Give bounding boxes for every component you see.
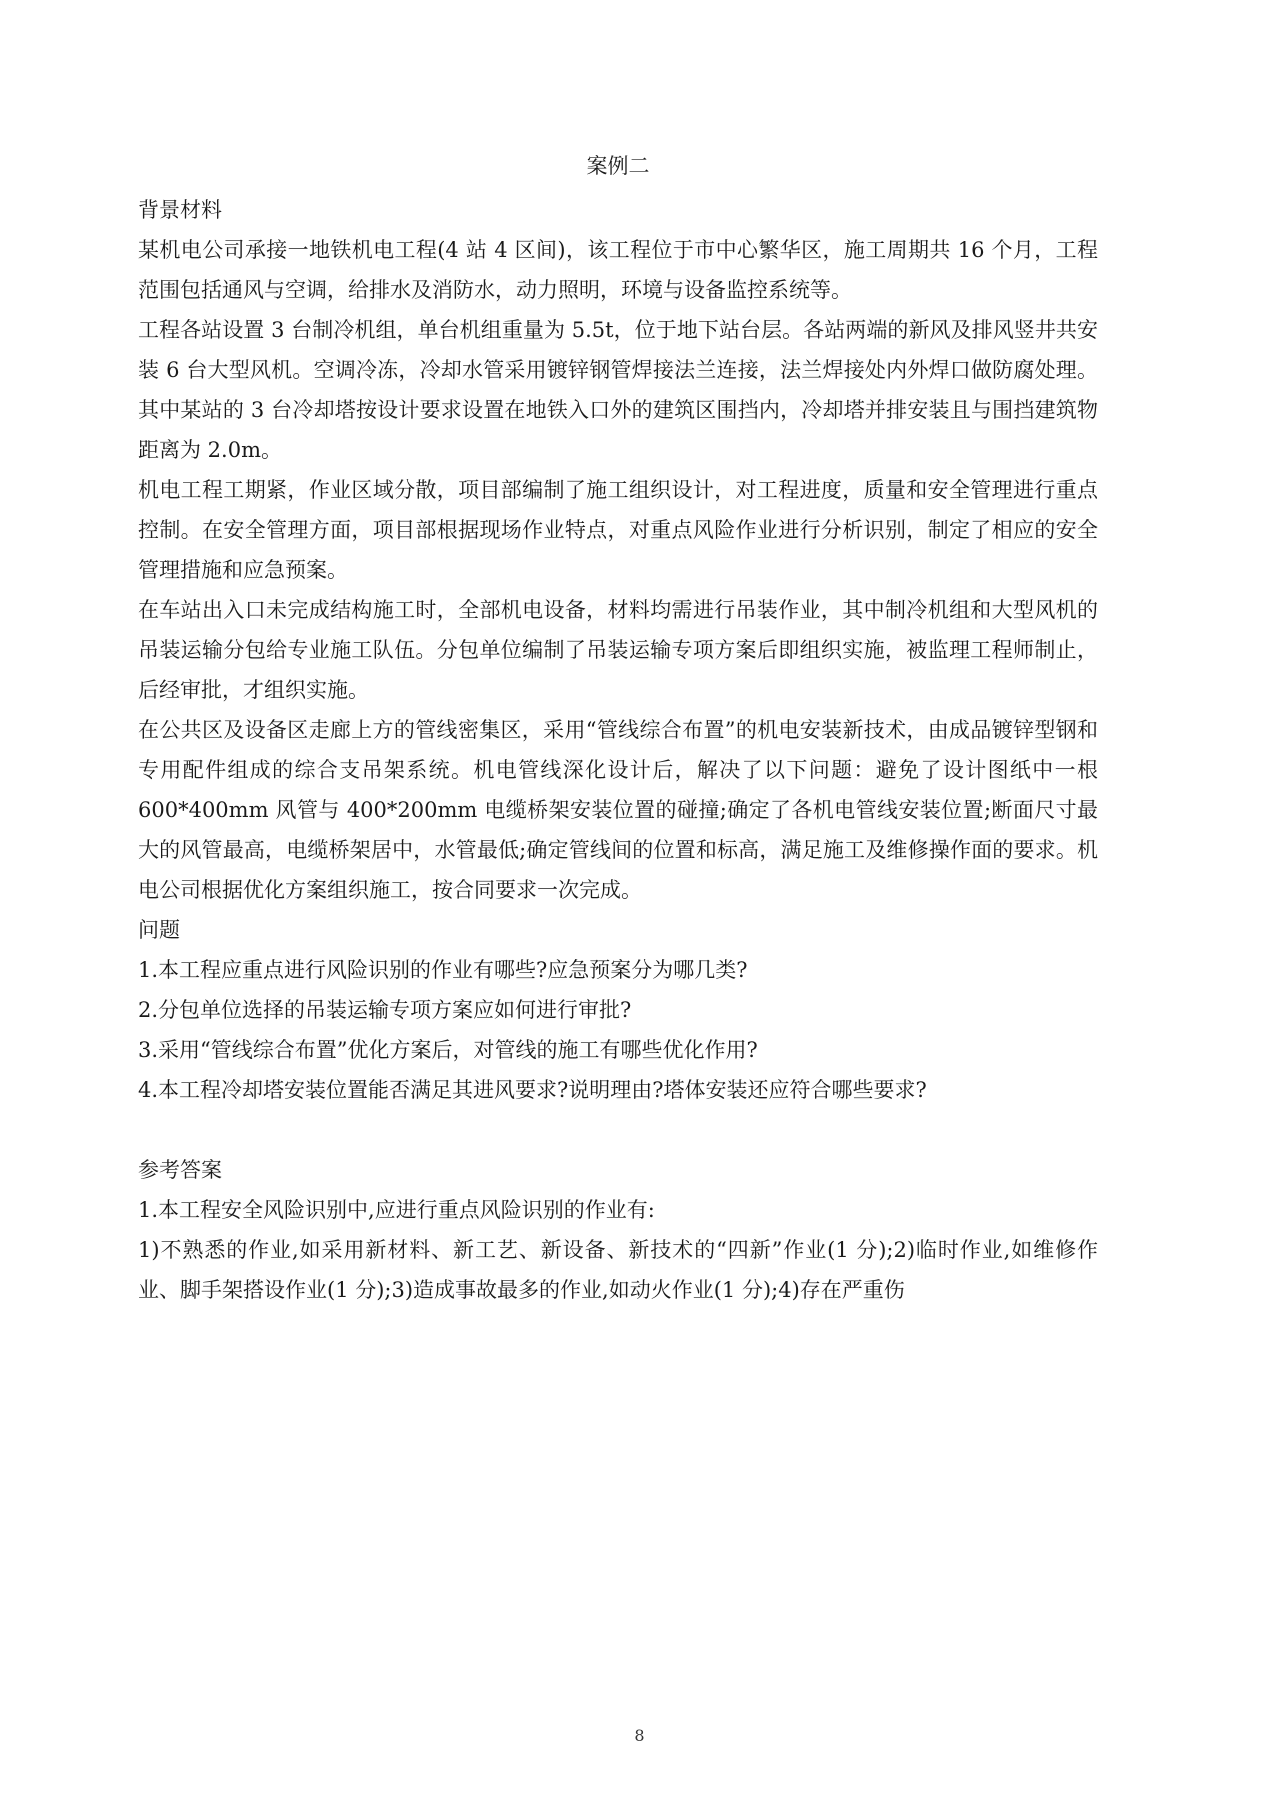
question-item: 1.本工程应重点进行风险识别的作业有哪些?应急预案分为哪几类? [138, 958, 748, 982]
background-paragraph: 机电工程工期紧，作业区域分散，项目部编制了施工组织设计，对工程进度，质量和安全管理进行重点控制。在安全管理方面，项目部根据现场作业特点，对重点风险作业进行分析识别，制定了相应的安全管理措施和应急预案。 [138, 478, 1098, 582]
background-heading: 背景材料 [138, 198, 222, 222]
answer-item: 1.本工程安全风险识别中,应进行重点风险识别的作业有: [138, 1198, 655, 1222]
document-body [138, 146, 1098, 1310]
background-paragraph: 某机电公司承接一地铁机电工程(4 站 4 区间)，该工程位于市中心繁华区，施工周期共 16 个月，工程范围包括通风与空调，给排水及消防水，动力照明，环境与设备监控系统等。 [138, 238, 1098, 302]
question-item: 4.本工程冷却塔安装位置能否满足其进风要求?说明理由?塔体安装还应符合哪些要求? [138, 1078, 927, 1102]
section-gap [138, 1110, 1098, 1150]
answers-heading: 参考答案 [138, 1158, 222, 1182]
case-title: 案例二 [586, 154, 650, 178]
background-paragraph: 工程各站设置 3 台制冷机组，单台机组重量为 5.5t，位于地下站台层。各站两端的新风及排风竖井共安装 6 台大型风机。空调冷冻，冷却水管采用镀锌钢管焊接法兰连接，法兰焊接处内外焊口做防腐处理。其中某站的 3 台冷却塔按设计要求设置在地铁入口外的建筑区围挡内，冷却塔并排安装且与围挡建筑物距离为 2.0m。 [138, 318, 1098, 462]
background-paragraph: 在车站出入口未完成结构施工时，全部机电设备，材料均需进行吊装作业，其中制冷机组和大型风机的吊装运输分包给专业施工队伍。分包单位编制了吊装运输专项方案后即组织实施，被监理工程师制止，后经审批，才组织实施。 [138, 598, 1098, 702]
question-item: 3.采用“管线综合布置”优化方案后，对管线的施工有哪些优化作用? [138, 1038, 758, 1062]
page-number: 8 [634, 1726, 645, 1745]
questions-heading: 问题 [138, 918, 180, 942]
question-item: 2.分包单位选择的吊装运输专项方案应如何进行审批? [138, 998, 632, 1022]
background-paragraph: 在公共区及设备区走廊上方的管线密集区，采用“管线综合布置”的机电安装新技术，由成品镀锌型钢和专用配件组成的综合支吊架系统。机电管线深化设计后，解决了以下问题：避免了设计图纸中一根 600*400mm 风管与 400*200mm 电缆桥架安装位置的碰撞;确定了各机电管线安装位置;断面尺寸最大的风管最高，电缆桥架居中，水管最低;确定管线间的位置和标高，满足施工及维修操作面的要求。机电公司根据优化方案组织施工，按合同要求一次完成。 [138, 718, 1098, 902]
answer-item: 1)不熟悉的作业,如采用新材料、新工艺、新设备、新技术的“四新”作业(1 分);2)临时作业,如维修作业、脚手架搭设作业(1 分);3)造成事故最多的作业,如动火作业(1 分);4)存在严重伤 [138, 1238, 1098, 1302]
